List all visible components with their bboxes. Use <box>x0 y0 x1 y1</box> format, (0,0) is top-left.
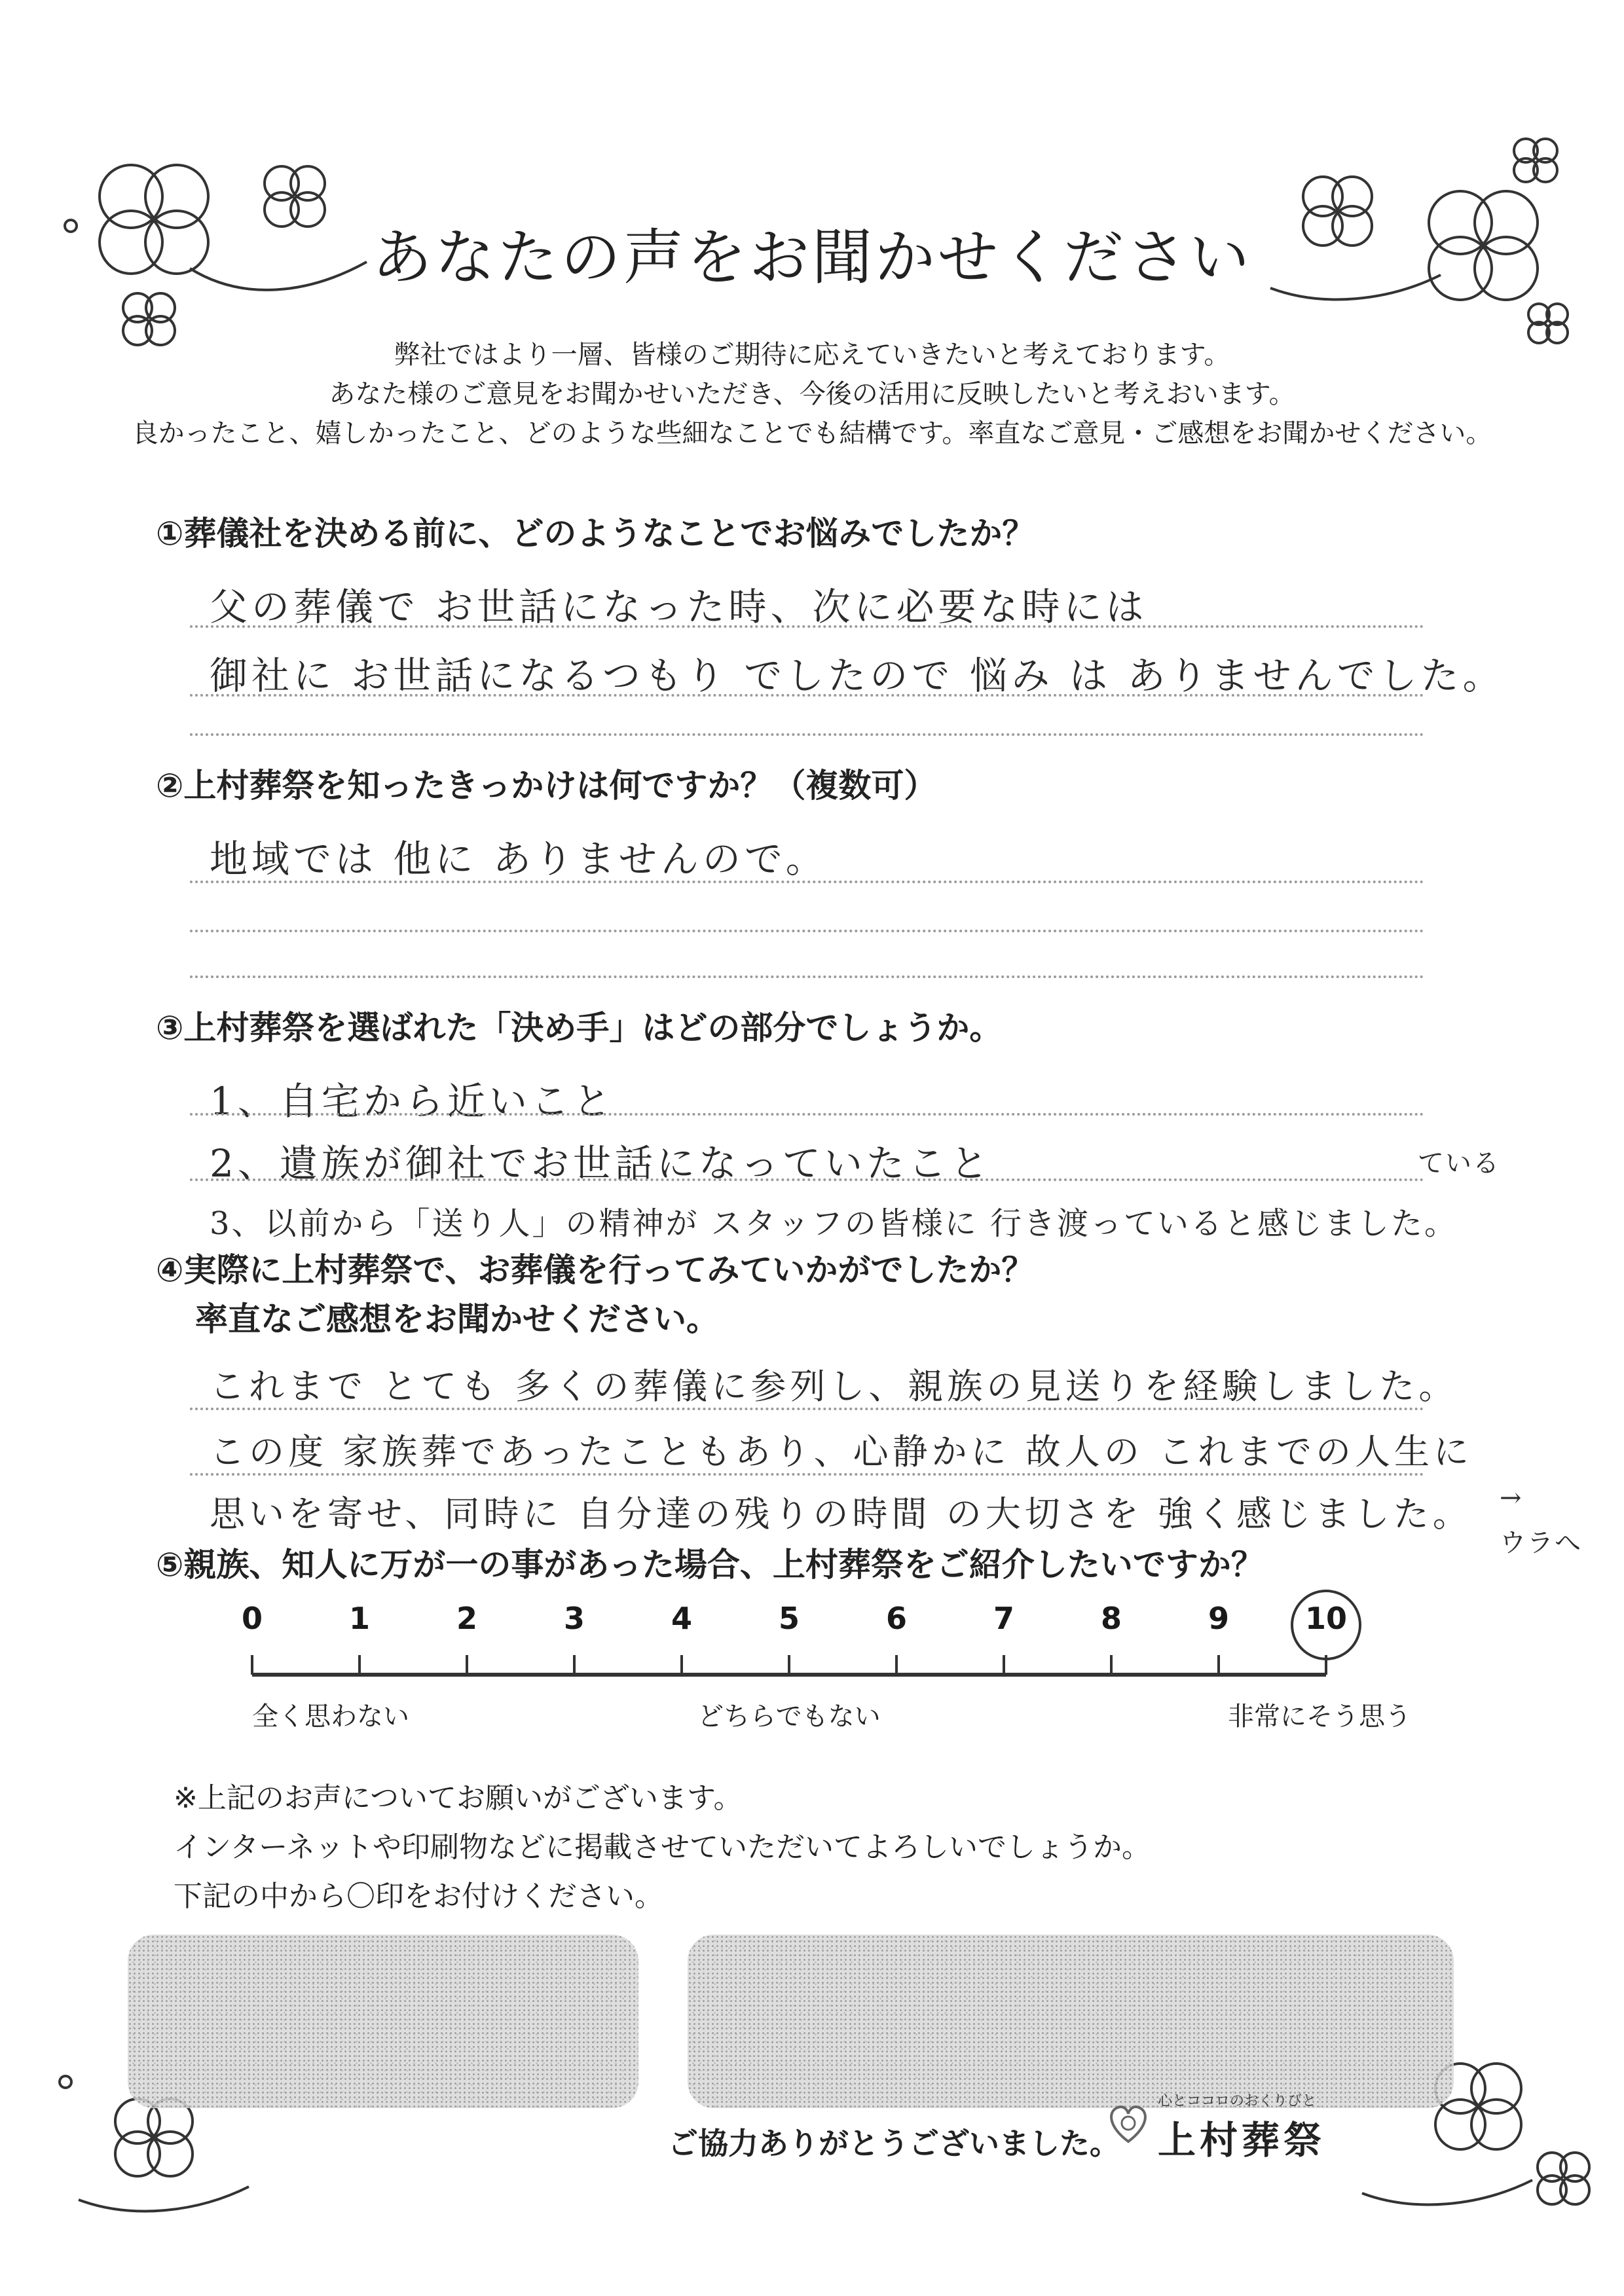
question-3-answer-line-2: 2、遺族が御社でお世話になっていたこと <box>210 1141 992 1186</box>
scale-number-2: 2 <box>456 1601 477 1636</box>
notice-line-3: 下記の中から〇印をお付けください。 <box>174 1880 663 1913</box>
question-4-continue-note: ウラへ <box>1500 1528 1582 1558</box>
scale-high-label: 非常にそう思う <box>1228 1702 1411 1732</box>
answer-rule <box>190 930 1424 932</box>
answer-rule <box>190 1408 1424 1410</box>
question-3-label: ③上村葬祭を選ばれた「決め手」はどの部分でしょうか。 <box>156 1009 1003 1047</box>
question-4-label: ④実際に上村葬祭で、お葬儀を行ってみていかがでしたか？ <box>156 1251 1035 1289</box>
question-4-answer-line-3: 思いを寄せ、同時に 自分達の残りの時間 の大切さを 強く感じました。 <box>210 1493 1472 1535</box>
answer-rule <box>190 1113 1424 1116</box>
answer-rule <box>190 694 1424 697</box>
scale-number-7: 7 <box>993 1601 1014 1636</box>
answer-rule <box>190 975 1424 978</box>
question-5-label: ⑤親族、知人に万が一の事があった場合、上村葬祭をご紹介したいですか？ <box>156 1546 1264 1584</box>
scale-tick <box>358 1655 361 1675</box>
answer-rule <box>190 881 1424 883</box>
question-4-answer-line-2: この度 家族葬であったこともあり、心静かに 故人の これまでの人生に <box>210 1431 1473 1472</box>
answer-rule <box>190 733 1424 736</box>
scale-number-0: 0 <box>241 1601 263 1636</box>
question-3-answer-line-3: 3、以前から「送り人」の精神が スタッフの皆様に 行き渡っていると感じました。 <box>210 1205 1458 1242</box>
scale-number-8: 8 <box>1100 1601 1122 1636</box>
scale-number-5: 5 <box>778 1601 800 1636</box>
page-title: あなたの声をお聞かせください <box>371 223 1252 293</box>
question-4-continue-arrow: → <box>1500 1483 1523 1513</box>
scale-tick <box>680 1655 683 1675</box>
question-3-insert-note: ている <box>1418 1148 1500 1178</box>
redacted-area-left <box>128 1935 638 2108</box>
answer-rule <box>190 1178 1424 1181</box>
scale-low-label: 全く思わない <box>252 1702 409 1732</box>
scale-tick <box>251 1655 253 1675</box>
scale-tick <box>895 1655 898 1675</box>
question-1-answer-line-1: 父の葬儀で お世話になった時、次に必要な時には <box>210 585 1148 629</box>
question-1-answer-line-2: 御社に お世話になるつもり でしたので 悩み は ありませんでした。 <box>210 653 1505 698</box>
scale-number-4: 4 <box>671 1601 692 1636</box>
question-2-label: ②上村葬祭を知ったきっかけは何ですか？（複数可） <box>156 767 937 805</box>
logo-name: 上村葬祭 <box>1158 2118 1326 2162</box>
scale-tick <box>573 1655 576 1675</box>
scale-tick <box>1003 1655 1005 1675</box>
answer-rule <box>190 1473 1424 1476</box>
scale-tick <box>1217 1655 1220 1675</box>
thanks-text: ご協力ありがとうございました。 <box>668 2126 1120 2161</box>
redacted-area-right <box>688 1935 1454 2108</box>
clover-icon <box>79 2099 249 2211</box>
question-3-answer-line-1: 1、自宅から近いこと <box>210 1079 615 1123</box>
scale-tick <box>466 1655 468 1675</box>
scale-number-9: 9 <box>1208 1601 1229 1636</box>
scale-number-10: 10 <box>1304 1601 1347 1636</box>
question-2-answer-line-1: 地域では 他に ありませんので。 <box>210 837 828 881</box>
question-4-answer-line-1: これまで とても 多くの葬儀に参列し、親族の見送りを経験しました。 <box>210 1366 1458 1407</box>
scale-number-6: 6 <box>885 1601 907 1636</box>
intro-line-2: あなた様のご意見をお聞かせいただき、今後の活用に反映したいと考えおいます。 <box>329 379 1295 409</box>
intro-line-3: 良かったこと、嬉しかったこと、どのような些細なことでも結構です。率直なご意見・ご感想をお聞かせください。 <box>132 418 1492 448</box>
notice-line-1: ※上記のお声についてお願いがございます。 <box>174 1781 743 1815</box>
scale-number-3: 3 <box>563 1601 585 1636</box>
logo-tagline: 心とココロのおくりびと <box>1158 2093 1317 2109</box>
selected-score-circle <box>1291 1590 1361 1660</box>
scale-mid-label: どちらでもない <box>697 1702 881 1732</box>
question-4-label-line-2: 率直なご感想をお聞かせください。 <box>195 1300 719 1338</box>
heart-logo-icon <box>1103 2098 1153 2148</box>
question-1-label: ①葬儀社を決める前に、どのようなことでお悩みでしたか？ <box>156 515 1035 553</box>
scale-tick <box>788 1655 790 1675</box>
scale-tick <box>1110 1655 1113 1675</box>
notice-line-2: インターネットや印刷物などに掲載させていただいてよろしいでしょうか。 <box>174 1831 1151 1864</box>
answer-rule <box>190 625 1424 628</box>
scale-number-1: 1 <box>348 1601 370 1636</box>
intro-line-1: 弊社ではより一層、皆様のご期待に応えていきたいと考えております。 <box>394 340 1230 370</box>
